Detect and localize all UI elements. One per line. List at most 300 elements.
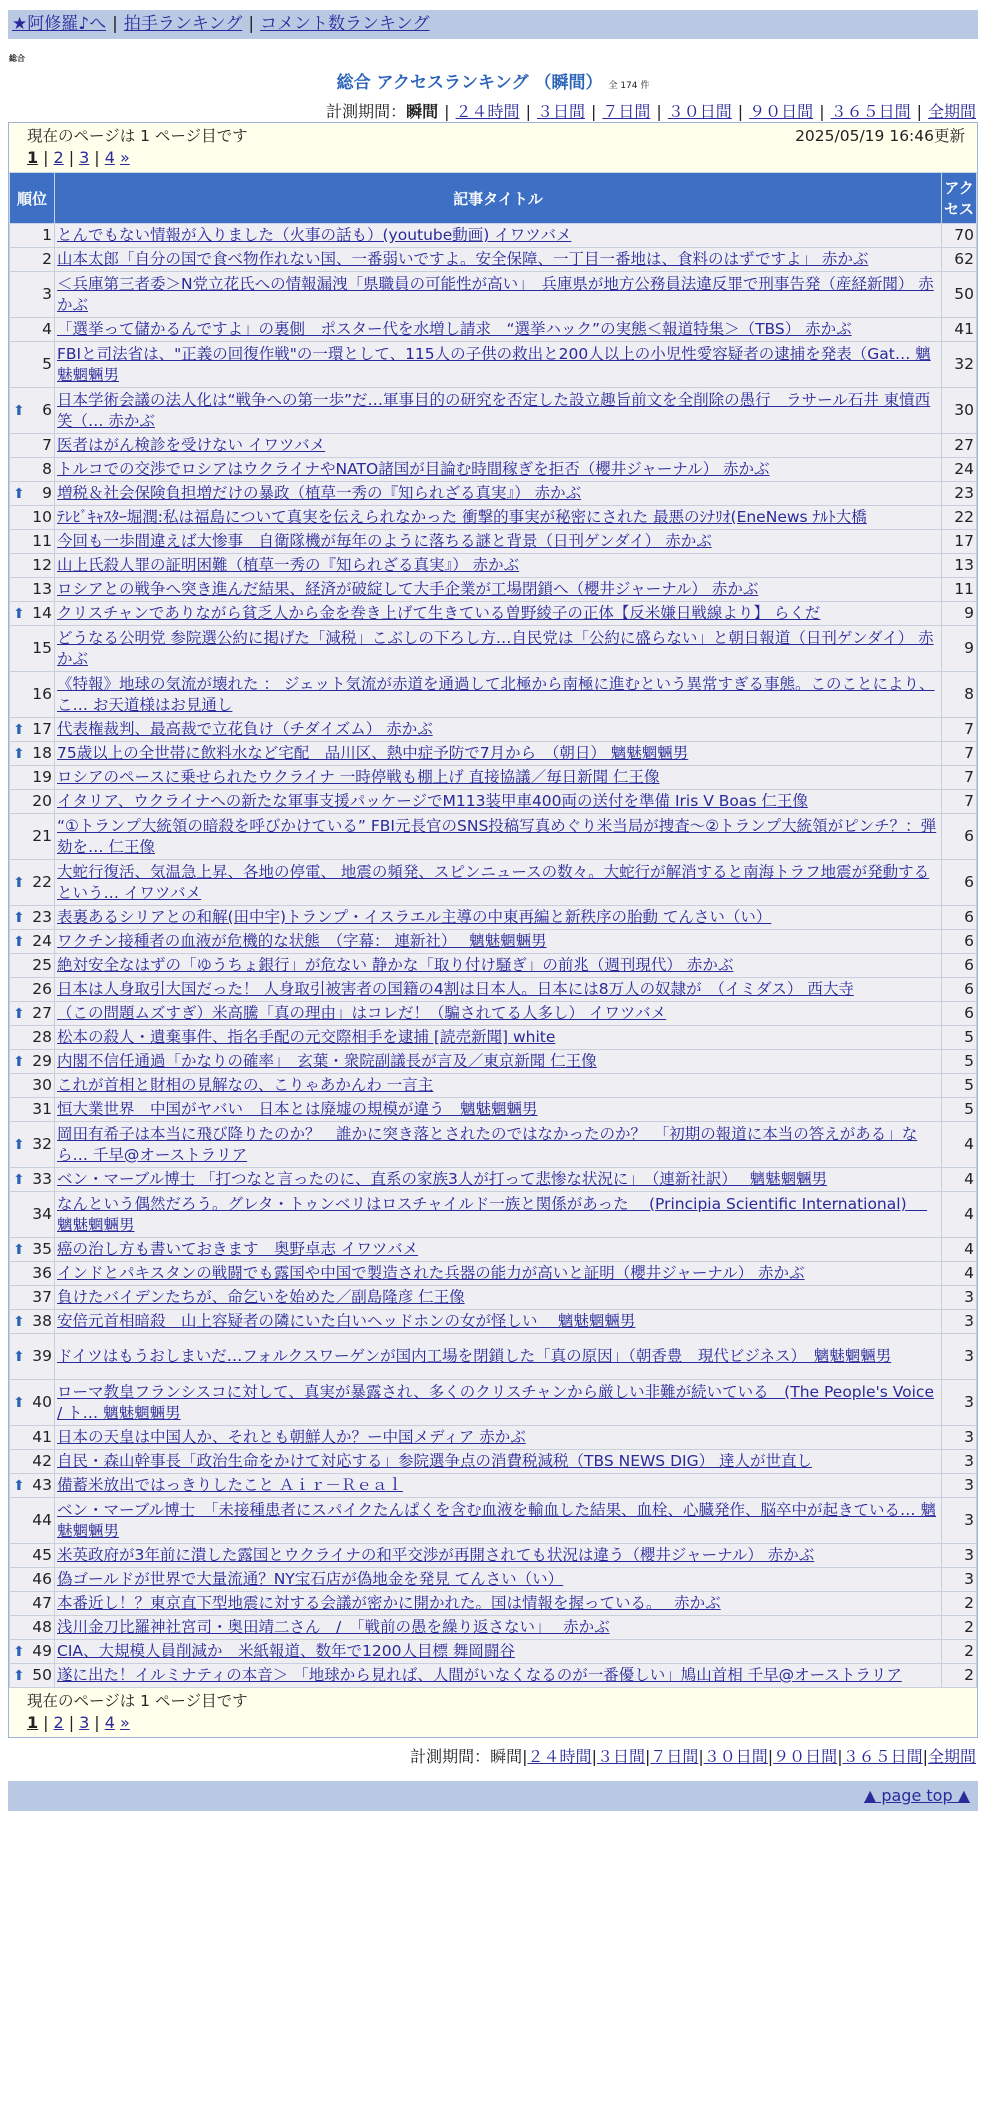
column-header-rank: 順位 xyxy=(10,173,55,224)
period-current: 瞬間 xyxy=(490,1747,523,1766)
rank-number: 23 xyxy=(32,908,52,926)
page-info-text: 現在のページは 1 ページ目です xyxy=(27,127,248,145)
rank-number: 24 xyxy=(32,932,52,950)
article-title-link[interactable]: なんという偶然だろう。グレタ・トゥンベリはロスチャイルド一族と関係があった (Principia Scientific International) 魑魅魍魎男 xyxy=(57,1194,928,1234)
rank-number: 15 xyxy=(32,639,52,657)
arrow-up-icon: ⬆ xyxy=(13,721,25,738)
period-selector-bottom xyxy=(0,1744,976,1767)
period-link-5[interactable]: ９０日間 xyxy=(773,1747,838,1766)
access-count: 3 xyxy=(942,1286,977,1310)
article-title-link[interactable]: CIA、大規模人員削減か 米紙報道、数年で1200人目標 舞岡闘谷 xyxy=(57,1642,515,1660)
arrow-up-icon: ⬆ xyxy=(13,485,25,502)
pager-top xyxy=(9,147,977,168)
article-title-link[interactable]: トルコでの交渉でロシアはウクライナやNATO諸国が目論む時間稼ぎを拒否（櫻井ジャーナル） 赤かぶ xyxy=(57,460,770,478)
article-title-link[interactable]: ﾃﾚﾋﾞｷｬｽﾀｰ堀潤:私は福島について真実を伝えられなかった 衝撃的事実が秘密にされた 最悪のｼﾅﾘｵ(EneNews ﾅﾙﾄ大橋 xyxy=(57,508,867,526)
rank-number: 37 xyxy=(32,1288,52,1306)
period-label: 計測期間： xyxy=(326,102,407,121)
title-cell xyxy=(55,482,942,506)
rank-number: 46 xyxy=(32,1570,52,1588)
article-title-link[interactable]: イタリア、ウクライナへの新たな軍事支援パッケージでM113装甲車400両の送付を準備 Iris V Boas 仁王像 xyxy=(57,792,808,810)
article-title-link[interactable]: 山本太郎「自分の国で食べ物作れない国、一番弱いですよ。安全保障、一丁目一番地は、食料のはずですよ」 赤かぶ xyxy=(57,250,869,268)
article-title-link[interactable]: 内閣不信任通過「かなりの確率」 玄葉・衆院副議長が言及／東京新聞 仁王像 xyxy=(57,1052,597,1070)
rank-cell xyxy=(10,388,55,434)
period-separator: | xyxy=(656,102,662,121)
access-count: 27 xyxy=(942,434,977,458)
article-title-link[interactable]: 恒大業世界 中国がヤバい 日本とは廃墟の規模が違う 魑魅魍魎男 xyxy=(57,1100,538,1118)
title-cell xyxy=(55,906,942,930)
table-row xyxy=(10,1026,977,1050)
rank-number: 35 xyxy=(32,1240,52,1258)
title-cell xyxy=(55,1262,942,1286)
rank-number: 33 xyxy=(32,1170,52,1188)
rank-cell xyxy=(10,1286,55,1310)
table-row xyxy=(10,626,977,672)
article-title-link[interactable]: 浅川金刀比羅神社宮司・奥田靖二さん / 「戦前の愚を繰り返さない」 赤かぶ xyxy=(57,1618,610,1636)
access-count: 24 xyxy=(942,458,977,482)
title-cell xyxy=(55,1122,942,1168)
article-title-link[interactable]: 偽ゴールドが世界で大量流通？NY宝石店が偽地金を発見 てんさい（い） xyxy=(57,1570,564,1588)
article-title-link[interactable]: （この問題ムズすぎ）米高騰「真の理由」はコレだ！（騙されてる人多し） イワツバメ xyxy=(57,1004,667,1022)
period-label: 計測期間： xyxy=(410,1747,491,1766)
access-count: 23 xyxy=(942,482,977,506)
article-title-link[interactable]: “①トランプ大統領の暗殺を呼びかけている” FBI元長官のSNS投稿写真めぐり米当局が捜査～②トランプ大統領がピンチ？：弾劾を… 仁王像 xyxy=(57,816,937,856)
page-top-link[interactable]: ▲ page top ▲ xyxy=(863,1786,970,1805)
table-header-row xyxy=(10,173,977,224)
title-cell xyxy=(55,1380,942,1426)
access-count: 5 xyxy=(942,1074,977,1098)
article-title-link[interactable]: 表裏あるシリアとの和解(田中宇)トランプ・イスラエル主導の中東再編と新秩序の胎動 てんさい（い） xyxy=(57,908,772,926)
table-row xyxy=(10,1002,977,1026)
title-cell xyxy=(55,766,942,790)
access-count: 6 xyxy=(942,954,977,978)
article-title-link[interactable]: 日本学術会議の法人化は“戦争への第一歩”だ…軍事目的の研究を否定した設立趣旨前文を全削除の愚行 ラサール石井 東憤西笑（… 赤かぶ xyxy=(57,390,931,430)
period-separator: | xyxy=(837,1747,843,1766)
pager-page-link[interactable]: 2 xyxy=(53,148,64,167)
table-row xyxy=(10,1498,977,1544)
title-cell xyxy=(55,1192,942,1238)
article-title-link[interactable]: 大蛇行復活、気温急上昇、各地の停電、 地震の頻発、スピンニュースの数々。大蛇行が解消すると南海トラフ地震が発動するという… イワツバメ xyxy=(57,862,930,902)
table-row xyxy=(10,1074,977,1098)
pager-page-link[interactable]: 4 xyxy=(104,1713,115,1732)
page-title: 総合 アクセスランキング （瞬間） xyxy=(336,73,603,93)
period-link-3[interactable]: ７日間 xyxy=(650,1747,699,1766)
article-title-link[interactable]: ベン・マーブル博士 「未接種患者にスパイクたんぱくを含む血液を輸血した結果、血栓、心臓発作、脳卒中が起きている… 魑魅魍魎男 xyxy=(57,1500,936,1540)
table-row xyxy=(10,388,977,434)
page-info-text: 現在のページは 1 ページ目です xyxy=(27,1692,248,1710)
pager-page-link[interactable]: 3 xyxy=(79,1713,90,1732)
rank-cell xyxy=(10,506,55,530)
arrow-up-icon: ⬆ xyxy=(13,745,25,762)
rank-cell xyxy=(10,482,55,506)
period-separator: | xyxy=(698,1747,704,1766)
article-title-link[interactable]: 安倍元首相暗殺 山上容疑者の隣にいた白いヘッドホンの女が怪しい 魑魅魍魎男 xyxy=(57,1312,636,1330)
title-cell xyxy=(55,1568,942,1592)
rank-number: 7 xyxy=(42,436,52,454)
table-row xyxy=(10,578,977,602)
pager-current-page: 1 xyxy=(27,148,39,167)
access-count: 7 xyxy=(942,742,977,766)
title-cell xyxy=(55,388,942,434)
article-title-link[interactable]: ベン・マーブル博士 「打つなと言ったのに、直系の家族3人が打って悲惨な状況に」 （連新社訳） 魑魅魍魎男 xyxy=(57,1170,828,1188)
arrow-up-icon: ⬆ xyxy=(13,1241,25,1258)
rank-cell xyxy=(10,578,55,602)
article-title-link[interactable]: 《特報》地球の気流が壊れた ： ジェット気流が赤道を通過して北極から南極に進むという異常すぎる事態。このことにより、こ… お天道様はお見通し xyxy=(57,674,935,714)
title-cell xyxy=(55,930,942,954)
article-title-link[interactable]: 遂に出た！イルミナティの本音＞ 「地球から見れば、人間がいなくなるのが一番優しい」鳩山首相 千早@オーストラリア xyxy=(57,1666,902,1684)
article-title-link[interactable]: 絶対安全なはずの「ゆうちょ銀行」が危ない 静かな「取り付け騒ぎ」の前兆（週刊現代） 赤かぶ xyxy=(57,956,734,974)
article-title-link[interactable]: 医者はがん検診を受けない イワツバメ xyxy=(57,436,326,454)
pager-page-link[interactable]: 4 xyxy=(104,148,115,167)
pager-current-page: 1 xyxy=(27,1713,39,1732)
article-title-link[interactable]: クリスチャンでありながら貧乏人から金を巻き上げて生きている曽野綾子の正体【反米嫌日戦線より】 らくだ xyxy=(57,604,821,622)
pager-next-link[interactable]: » xyxy=(119,148,130,167)
access-count: 6 xyxy=(942,1002,977,1026)
access-count: 3 xyxy=(942,1474,977,1498)
table-row xyxy=(10,530,977,554)
access-count: 3 xyxy=(942,1310,977,1334)
period-link-6[interactable]: ３６５日間 xyxy=(830,102,911,121)
rank-number: 2 xyxy=(42,250,52,268)
access-count: 17 xyxy=(942,530,977,554)
article-title-link[interactable]: 代表権裁判、最高裁で立花負け（チダイズム） 赤かぶ xyxy=(57,720,433,738)
rank-number: 50 xyxy=(32,1666,52,1684)
title-cell xyxy=(55,554,942,578)
table-row xyxy=(10,906,977,930)
period-separator: | xyxy=(767,1747,774,1766)
period-separator: | xyxy=(922,1747,928,1766)
title-cell xyxy=(55,1026,942,1050)
title-cell xyxy=(55,1168,942,1192)
arrow-up-icon: ⬆ xyxy=(13,605,25,622)
rank-number: 4 xyxy=(42,320,52,338)
article-title-link[interactable]: これが首相と財相の見解なの、こりゃあかんわ 一言主 xyxy=(57,1076,434,1094)
article-title-link[interactable]: 「選挙って儲かるんですよ」の裏側 ポスター代を水増し請求 “選挙ハック”の実態＜報道特集＞（TBS） 赤かぶ xyxy=(57,320,852,338)
table-row xyxy=(10,434,977,458)
title-cell xyxy=(55,602,942,626)
rank-cell xyxy=(10,554,55,578)
title-cell xyxy=(55,626,942,672)
rank-number: 31 xyxy=(32,1100,52,1118)
rank-cell xyxy=(10,766,55,790)
table-row xyxy=(10,506,977,530)
period-link-3[interactable]: ７日間 xyxy=(602,102,651,121)
period-separator: | xyxy=(591,1747,597,1766)
access-count: 3 xyxy=(942,1426,977,1450)
pager-separator: | xyxy=(94,1713,100,1732)
rank-cell xyxy=(10,1334,55,1380)
rank-number: 20 xyxy=(32,792,52,810)
title-cell xyxy=(55,1450,942,1474)
table-row xyxy=(10,1616,977,1640)
arrow-up-icon: ⬆ xyxy=(13,1171,25,1188)
pager-separator: | xyxy=(68,1713,75,1732)
article-title-link[interactable]: 備蓄米放出ではっきりしたこと Ａｉｒ－Ｒｅａｌ xyxy=(57,1476,403,1494)
pager-separator: | xyxy=(94,148,100,167)
rank-cell xyxy=(10,1238,55,1262)
rank-cell xyxy=(10,1192,55,1238)
period-link-2[interactable]: ３日間 xyxy=(596,1747,645,1766)
access-count: 7 xyxy=(942,790,977,814)
access-count: 3 xyxy=(942,1544,977,1568)
table-row xyxy=(10,954,977,978)
top-nav-bar xyxy=(8,10,978,39)
table-row xyxy=(10,814,977,860)
rank-number: 9 xyxy=(42,484,52,502)
access-count: 2 xyxy=(942,1640,977,1664)
table-row xyxy=(10,602,977,626)
title-cell xyxy=(55,342,942,388)
table-row xyxy=(10,458,977,482)
title-cell xyxy=(55,1050,942,1074)
access-count: 3 xyxy=(942,1450,977,1474)
access-count: 6 xyxy=(942,930,977,954)
article-title-link[interactable]: 増税＆社会保険負担増だけの暴政（植草一秀の『知られざる真実』） 赤かぶ xyxy=(57,484,582,502)
rank-number: 6 xyxy=(42,401,52,419)
article-title-link[interactable]: 今回も一歩間違えば大惨事 自衛隊機が毎年のように落ちる謎と背景（日刊ゲンダイ） 赤かぶ xyxy=(57,532,712,550)
ranking-table xyxy=(9,172,977,1688)
period-link-4[interactable]: ３０日間 xyxy=(703,1747,768,1766)
access-count: 6 xyxy=(942,814,977,860)
rank-number: 26 xyxy=(32,980,52,998)
table-row xyxy=(10,1098,977,1122)
table-row xyxy=(10,672,977,718)
article-title-link[interactable]: ロシアとの戦争へ突き進んだ結果、経済が破綻して大手企業が工場閉鎖へ（櫻井ジャーナル） 赤かぶ xyxy=(57,580,759,598)
article-title-link[interactable]: 米英政府が3年前に潰した露国とウクライナの和平交渉が再開されても状況は違う（櫻井ジャーナル） 赤かぶ xyxy=(57,1546,815,1564)
period-link-1[interactable]: ２４時間 xyxy=(455,102,520,121)
rank-number: 27 xyxy=(32,1004,52,1022)
rank-cell xyxy=(10,434,55,458)
rank-number: 3 xyxy=(42,285,52,303)
rank-cell xyxy=(10,1026,55,1050)
rank-cell xyxy=(10,1310,55,1334)
title-cell xyxy=(55,1286,942,1310)
rank-number: 17 xyxy=(32,720,52,738)
article-title-link[interactable]: ドイツはもうおしまいだ…フォルクスワーゲンが国内工場を閉鎖した「真の原因」（朝香豊 現代ビジネス） 魑魅魍魎男 xyxy=(57,1347,892,1365)
arrow-up-icon: ⬆ xyxy=(13,909,25,926)
period-link-7[interactable]: 全期間 xyxy=(927,1747,976,1766)
rank-number: 1 xyxy=(42,226,52,244)
ranking-panel xyxy=(8,122,978,1738)
article-title-link[interactable]: 癌の治し方も書いておきます 奥野卓志 イワツバメ xyxy=(57,1240,419,1258)
access-count: 2 xyxy=(942,1664,977,1688)
title-cell xyxy=(55,672,942,718)
table-row xyxy=(10,1192,977,1238)
rank-cell xyxy=(10,530,55,554)
period-link-4[interactable]: ３０日間 xyxy=(667,102,732,121)
article-title-link[interactable]: 日本は人身取引大国だった！ 人身取引被害者の国籍の4割は日本人。日本には8万人の奴隷が （イミダス） 西大寺 xyxy=(57,980,854,998)
nav-clap-ranking-link[interactable]: 拍手ランキング xyxy=(123,14,243,34)
page-info-box xyxy=(9,123,977,172)
rank-cell xyxy=(10,1640,55,1664)
rank-cell xyxy=(10,602,55,626)
access-count: 22 xyxy=(942,506,977,530)
access-count: 5 xyxy=(942,1026,977,1050)
table-row xyxy=(10,318,977,342)
rank-number: 40 xyxy=(32,1393,52,1411)
title-cell xyxy=(55,860,942,906)
section-label: 総合 xyxy=(9,54,25,63)
article-title-link[interactable]: 岡田有希子は本当に飛び降りたのか？ 誰かに突き落とされたのではなかったのか？ 「初期の報道に本当の答えがある」なら… 千早@オーストラリア xyxy=(57,1124,918,1164)
rank-cell xyxy=(10,272,55,318)
title-cell xyxy=(55,1002,942,1026)
access-count: 4 xyxy=(942,1262,977,1286)
table-row xyxy=(10,272,977,318)
access-count: 70 xyxy=(942,224,977,248)
rank-cell xyxy=(10,1568,55,1592)
access-count: 2 xyxy=(942,1592,977,1616)
rank-number: 25 xyxy=(32,956,52,974)
page-info-box-bottom xyxy=(9,1688,977,1737)
nav-home-link[interactable]: ★阿修羅♪へ xyxy=(12,14,107,34)
article-title-link[interactable]: 本番近し！？東京直下型地震に対する会議が密かに開かれた。国は情報を握っている。 赤かぶ xyxy=(57,1594,721,1612)
rank-number: 19 xyxy=(32,768,52,786)
rank-number: 18 xyxy=(32,744,52,762)
rank-number: 11 xyxy=(32,532,52,550)
table-row xyxy=(10,790,977,814)
pager-separator: | xyxy=(43,148,49,167)
article-title-link[interactable]: ワクチン接種者の血液が危機的な状態 （字幕： 連新社） 魑魅魍魎男 xyxy=(57,932,547,950)
article-title-link[interactable]: 日本の天皇は中国人か、それとも朝鮮人か？ー中国メディア 赤かぶ xyxy=(57,1428,526,1446)
article-title-link[interactable]: 松本の殺人・遺棄事件、指名手配の元交際相手を逮捕 [読売新聞] white xyxy=(57,1028,556,1046)
rank-cell xyxy=(10,1122,55,1168)
table-row xyxy=(10,1426,977,1450)
access-count: 2 xyxy=(942,1616,977,1640)
period-selector-top xyxy=(0,99,976,122)
table-row xyxy=(10,1592,977,1616)
table-row xyxy=(10,718,977,742)
rank-cell xyxy=(10,1050,55,1074)
arrow-up-icon: ⬆ xyxy=(13,402,25,419)
table-row xyxy=(10,554,977,578)
article-title-link[interactable]: FBIと司法省は、"正義の回復作戦"の一環として、115人の子供の救出と200人以上の小児性愛容疑者の逮捕を発表（Gat… 魑魅魍魎男 xyxy=(57,344,931,384)
title-cell xyxy=(55,578,942,602)
rank-cell xyxy=(10,742,55,766)
rank-cell xyxy=(10,978,55,1002)
article-title-link[interactable]: ＜兵庫第三者委＞N党立花氏への情報漏洩「県職員の可能性が高い」 兵庫県が地方公務員法違反罪で刑事告発（産経新聞） 赤かぶ xyxy=(57,274,934,314)
access-count: 6 xyxy=(942,906,977,930)
period-separator: | xyxy=(644,1747,651,1766)
title-cell xyxy=(55,1592,942,1616)
table-row xyxy=(10,1450,977,1474)
period-separator: | xyxy=(522,1747,528,1766)
arrow-up-icon: ⬆ xyxy=(13,1348,25,1365)
rank-cell xyxy=(10,906,55,930)
access-count: 13 xyxy=(942,554,977,578)
access-count: 8 xyxy=(942,672,977,718)
nav-separator: | xyxy=(248,14,255,34)
period-link-1[interactable]: ２４時間 xyxy=(527,1747,592,1766)
rank-cell xyxy=(10,930,55,954)
pager-page-link[interactable]: 3 xyxy=(79,148,90,167)
article-title-link[interactable]: どうなる公明党 参院選公約に掲げた「減税」こぶしの下ろし方…自民党は「公約に盛らない」と朝日報道（日刊ゲンダイ） 赤かぶ xyxy=(57,628,934,668)
rank-number: 39 xyxy=(32,1347,52,1365)
article-title-link[interactable]: 自民・森山幹事長「政治生命をかけて対応する」参院選争点の消費税減税（TBS NEWS DIG） 達人が世直し xyxy=(57,1452,813,1470)
rank-number: 45 xyxy=(32,1546,52,1564)
article-title-link[interactable]: 75歳以上の全世帯に飲料水など宅配 品川区、熱中症予防で7月から （朝日） 魑魅魍魎男 xyxy=(57,744,689,762)
rank-cell xyxy=(10,814,55,860)
article-title-link[interactable]: 山上氏殺人罪の証明困難（植草一秀の『知られざる真実』） 赤かぶ xyxy=(57,556,520,574)
rank-cell xyxy=(10,1262,55,1286)
title-cell xyxy=(55,814,942,860)
title-cell xyxy=(55,1498,942,1544)
arrow-up-icon: ⬆ xyxy=(13,1313,25,1330)
table-row xyxy=(10,742,977,766)
table-row xyxy=(10,224,977,248)
table-row xyxy=(10,766,977,790)
pager-next-link[interactable]: » xyxy=(119,1713,130,1732)
rank-cell xyxy=(10,626,55,672)
period-link-7[interactable]: 全期間 xyxy=(927,102,976,121)
title-cell xyxy=(55,318,942,342)
period-link-6[interactable]: ３６５日間 xyxy=(842,1747,923,1766)
title-cell xyxy=(55,1664,942,1688)
period-separator: | xyxy=(819,102,825,121)
arrow-up-icon: ⬆ xyxy=(13,874,25,891)
rank-number: 28 xyxy=(32,1028,52,1046)
rank-cell xyxy=(10,1616,55,1640)
rank-cell xyxy=(10,1426,55,1450)
article-title-link[interactable]: 負けたバイデンたちが、命乞いを始めた／副島隆彦 仁王像 xyxy=(57,1288,465,1306)
article-title-link[interactable]: インドとパキスタンの戦闘でも露国や中国で製造された兵器の能力が高いと証明（櫻井ジャーナル） 赤かぶ xyxy=(57,1264,805,1282)
article-title-link[interactable]: ロシアのペースに乗せられたウクライナ 一時停戦も棚上げ 直接協議／毎日新聞 仁王像 xyxy=(57,768,660,786)
access-count: 3 xyxy=(942,1498,977,1544)
title-cell xyxy=(55,506,942,530)
access-count: 9 xyxy=(942,602,977,626)
nav-comment-ranking-link[interactable]: コメント数ランキング xyxy=(260,14,430,34)
article-title-link[interactable]: とんでもない情報が入りました（火事の話も）(youtube動画) イワツバメ xyxy=(57,226,572,244)
arrow-up-icon: ⬆ xyxy=(13,1477,25,1494)
rank-number: 22 xyxy=(32,873,52,891)
period-separator: | xyxy=(916,102,922,121)
arrow-up-icon: ⬆ xyxy=(13,1053,25,1070)
title-cell xyxy=(55,1334,942,1380)
rank-cell xyxy=(10,672,55,718)
rank-number: 12 xyxy=(32,556,52,574)
rank-cell xyxy=(10,1592,55,1616)
rank-number: 29 xyxy=(32,1052,52,1070)
title-cell xyxy=(55,434,942,458)
title-cell xyxy=(55,1640,942,1664)
access-count: 3 xyxy=(942,1334,977,1380)
title-cell xyxy=(55,1098,942,1122)
updated-timestamp: 2025/05/19 16:46更新 xyxy=(795,127,965,145)
table-row xyxy=(10,1544,977,1568)
total-count: 全 174 件 xyxy=(608,81,650,91)
table-row xyxy=(10,1380,977,1426)
rank-number: 13 xyxy=(32,580,52,598)
rank-cell xyxy=(10,1380,55,1426)
access-count: 4 xyxy=(942,1238,977,1262)
arrow-up-icon: ⬆ xyxy=(13,1005,25,1022)
period-separator: | xyxy=(590,102,597,121)
access-count: 7 xyxy=(942,718,977,742)
rank-cell xyxy=(10,318,55,342)
title-cell xyxy=(55,1310,942,1334)
table-row xyxy=(10,860,977,906)
table-row xyxy=(10,1568,977,1592)
pager-page-link[interactable]: 2 xyxy=(53,1713,64,1732)
rank-number: 34 xyxy=(32,1205,52,1223)
article-title-link[interactable]: ローマ教皇フランシスコに対して、真実が暴露され、多くのクリスチャンから厳しい非難が続いている (The People's Voice / ト… 魑魅魍魎男 xyxy=(57,1382,934,1422)
access-count: 6 xyxy=(942,978,977,1002)
rank-number: 10 xyxy=(32,508,52,526)
rank-number: 41 xyxy=(32,1428,52,1446)
period-link-5[interactable]: ９０日間 xyxy=(749,102,814,121)
period-link-2[interactable]: ３日間 xyxy=(536,102,585,121)
rank-number: 36 xyxy=(32,1264,52,1282)
arrow-up-icon: ⬆ xyxy=(13,1394,25,1411)
rank-cell xyxy=(10,954,55,978)
